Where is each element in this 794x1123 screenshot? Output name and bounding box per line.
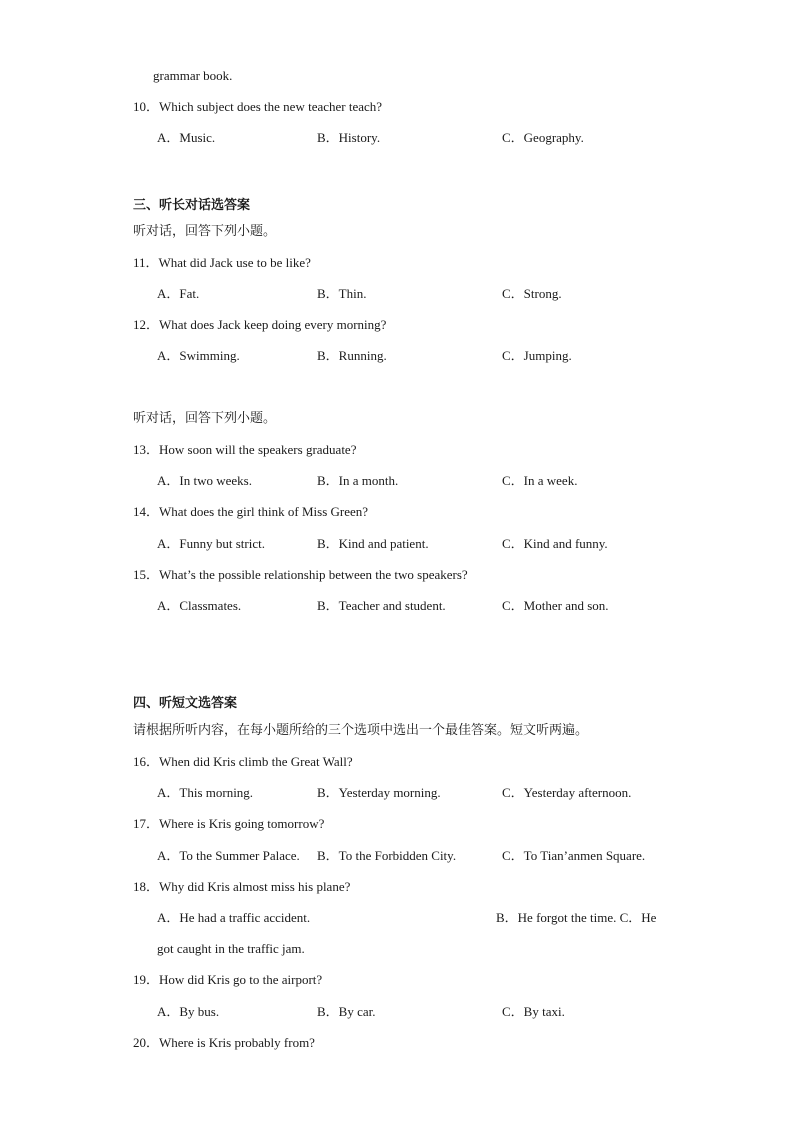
- option-10-c: C．Geography.: [502, 130, 584, 145]
- option-14-c: C．Kind and funny.: [502, 536, 608, 551]
- question-17: 17．Where is Kris going tomorrow?: [133, 816, 325, 831]
- option-17-b: B．To the Forbidden City.: [317, 848, 457, 863]
- question-15: 15．What’s the possible relationship between the two speakers?: [133, 567, 468, 582]
- option-15-a: A．Classmates.: [157, 598, 242, 613]
- section-4-title: 四、听短文选答案: [133, 696, 238, 711]
- option-13-c: C．In a week.: [502, 473, 578, 488]
- section-3-instruction-1: 听对话，回答下列小题。: [133, 224, 277, 239]
- option-11-a: A．Fat.: [157, 286, 200, 301]
- option-19-c: C．By taxi.: [502, 1004, 565, 1019]
- option-18-a: A．He had a traffic accident.: [157, 910, 311, 925]
- option-17-c: C．To Tian’anmen Square.: [502, 848, 646, 863]
- question-11: 11．What did Jack use to be like?: [133, 255, 311, 270]
- option-15-c: C．Mother and son.: [502, 598, 609, 613]
- option-13-b: B．In a month.: [317, 473, 399, 488]
- option-11-c: C．Strong.: [502, 286, 562, 301]
- question-16: 16．When did Kris climb the Great Wall?: [133, 754, 353, 769]
- option-19-a: A．By bus.: [157, 1004, 220, 1019]
- option-12-c: C．Jumping.: [502, 348, 572, 363]
- option-16-c: C．Yesterday afternoon.: [502, 785, 632, 800]
- option-10-b: B．History.: [317, 130, 381, 145]
- option-11-b: B．Thin.: [317, 286, 367, 301]
- option-16-a: A．This morning.: [157, 785, 254, 800]
- text-line: grammar book.: [153, 68, 233, 83]
- question-12: 12．What does Jack keep doing every morning?: [133, 317, 387, 332]
- option-14-a: A．Funny but strict.: [157, 536, 265, 551]
- option-12-a: A．Swimming.: [157, 348, 240, 363]
- question-20: 20．Where is Kris probably from?: [133, 1035, 315, 1050]
- question-10: 10．Which subject does the new teacher teach?: [133, 99, 383, 114]
- question-18: 18．Why did Kris almost miss his plane?: [133, 879, 351, 894]
- option-13-a: A．In two weeks.: [157, 473, 252, 488]
- option-12-b: B．Running.: [317, 348, 387, 363]
- question-19: 19．How did Kris go to the airport?: [133, 972, 323, 987]
- option-14-b: B．Kind and patient.: [317, 536, 429, 551]
- option-18-bc: B．He forgot the time. C．He: [496, 910, 657, 925]
- option-16-b: B．Yesterday morning.: [317, 785, 441, 800]
- option-15-b: B．Teacher and student.: [317, 598, 446, 613]
- option-19-b: B．By car.: [317, 1004, 376, 1019]
- option-18-c-continued: got caught in the traffic jam.: [157, 941, 305, 956]
- option-10-a: A．Music.: [157, 130, 216, 145]
- section-3-title: 三、听长对话选答案: [133, 198, 251, 213]
- question-13: 13．How soon will the speakers graduate?: [133, 442, 357, 457]
- question-14: 14．What does the girl think of Miss Green?: [133, 504, 369, 519]
- section-3-instruction-2: 听对话，回答下列小题。: [133, 411, 277, 426]
- option-17-a: A．To the Summer Palace.: [157, 848, 300, 863]
- section-4-instruction: 请根据所听内容，在每小题所给的三个选项中选出一个最佳答案。短文听两遍。: [133, 723, 589, 738]
